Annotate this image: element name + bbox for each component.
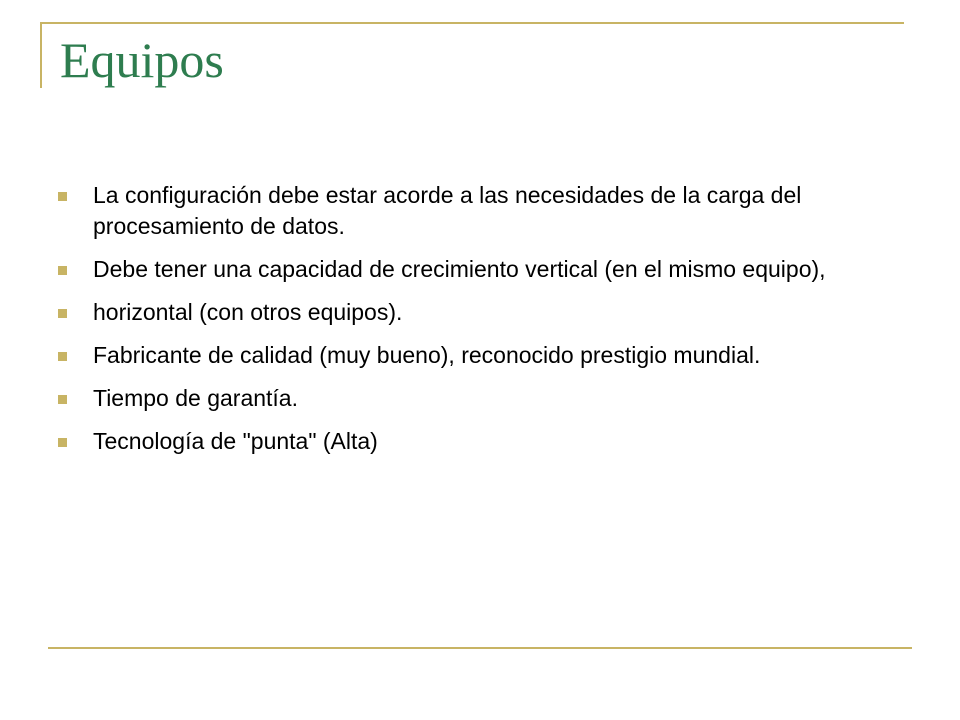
bullet-item (58, 254, 903, 285)
square-bullet-icon (58, 266, 67, 275)
bullet-text: horizontal (con otros equipos). (93, 299, 403, 325)
square-bullet-icon (58, 309, 67, 318)
square-bullet-icon (58, 352, 67, 361)
top-divider (40, 22, 904, 24)
left-divider (40, 22, 42, 88)
bottom-divider (48, 647, 912, 649)
bullet-list (58, 180, 903, 469)
slide-title: Equipos (60, 32, 224, 88)
bullet-item (58, 383, 903, 414)
bullet-text: Debe tener una capacidad de crecimiento vertical (en el mismo equipo), (93, 256, 826, 282)
square-bullet-icon (58, 438, 67, 447)
bullet-text: Tecnología de "punta" (Alta) (93, 428, 378, 454)
square-bullet-icon (58, 192, 67, 201)
bullet-text: Fabricante de calidad (muy bueno), reconocido prestigio mundial. (93, 342, 761, 368)
bullet-item (58, 426, 903, 457)
bullet-item (58, 180, 903, 242)
bullet-text: Tiempo de garantía. (93, 385, 298, 411)
bullet-item (58, 340, 903, 371)
bullet-text: La configuración debe estar acorde a las necesidades de la carga del procesamiento de datos. (93, 182, 802, 239)
bullet-item (58, 297, 903, 328)
square-bullet-icon (58, 395, 67, 404)
